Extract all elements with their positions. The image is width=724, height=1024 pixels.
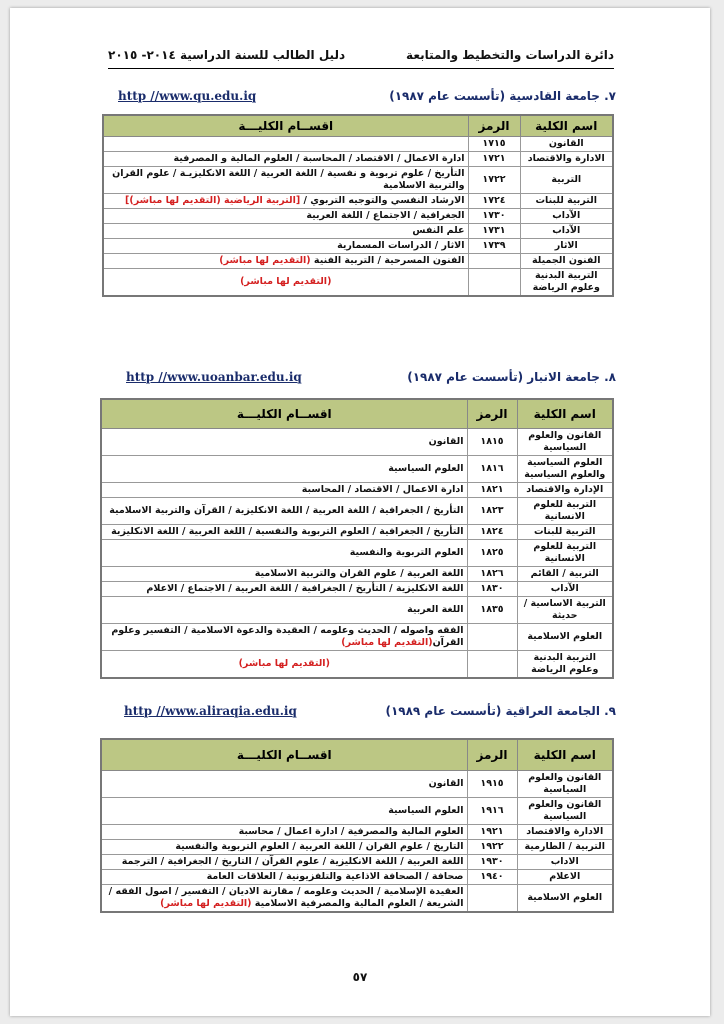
college-code: ١٨٢٤ [467,525,517,540]
departments-text: اللغة العربية / اللغة الانكليزية / علوم القرآن / التاريخ / الجغرافية / الترجمة [121,856,464,867]
college-code: ١٩٢٢ [467,840,517,855]
college-departments [101,798,467,825]
column-header-code: الرمز [467,739,517,771]
college-departments [101,624,467,651]
college-name: القانون والعلوم السياسية [517,771,613,798]
direct-admission-note: (التقديم لها مباشر) [238,658,330,669]
departments-text: علم النفس [412,225,465,236]
table-row [101,651,613,679]
university-title: ٩. الجامعة العراقية (تأسست عام ١٩٨٩) [385,704,616,718]
departments-text: ادارة الاعمال / الاقتصاد / المحاسبة / العلوم المالية و المصرفية [173,153,465,164]
college-code: ١٧٣٩ [468,239,520,254]
college-code [467,651,517,679]
college-code: ١٨١٥ [467,429,517,456]
column-header-college: اسم الكلية [517,399,613,429]
table-row [101,624,613,651]
column-header-departments: اقســام الكليـــة [101,399,467,429]
departments-text: الارشاد النفسي والتوجيه التربوي / [300,195,465,206]
departments-text: العقيدة الإسلامية / الحديث وعلومه / مقارنة الاديان / التفسير / اصول الفقه / الشريعة / العلوم المالية والمصرفية الاسلامية [108,886,464,909]
college-name: القانون [520,137,613,152]
column-header-departments: اقســام الكليـــة [101,739,467,771]
college-name: العلوم السياسية والعلوم السياسية [517,456,613,483]
college-code [467,885,517,913]
college-code: ١٨٢٦ [467,567,517,582]
college-code: ١٧٢١ [468,152,520,167]
departments-text: العلوم السياسية [388,805,464,816]
departments-text: الجغرافية / الاجتماع / اللغة العربية [306,210,465,221]
page-number: ٥٧ [352,970,368,984]
college-name: التربية للعلوم الانسانية [517,540,613,567]
table-row [101,870,613,885]
departments-text: اللغة العربية [407,604,464,615]
college-departments [101,840,467,855]
college-departments [103,224,468,239]
college-departments [101,525,467,540]
college-code [468,254,520,269]
table-header-row [103,115,613,137]
table-row [101,798,613,825]
departments-text: التاريخ / علوم القران / اللغة العربية / العلوم التربوية والنفسية [175,841,464,852]
table-row [101,597,613,624]
college-departments [103,152,468,167]
college-code: ١٩٤٠ [467,870,517,885]
column-header-departments: اقســام الكليـــة [103,115,468,137]
colleges-table [100,738,614,913]
college-name: التربية للعلوم الانسانية [517,498,613,525]
college-departments [101,771,467,798]
college-code: ١٧٣١ [468,224,520,239]
college-name: الادارة والاقتصاد [520,152,613,167]
college-code: ١٩١٥ [467,771,517,798]
college-name: الآداب [517,582,613,597]
college-departments [103,239,468,254]
table-row [103,269,613,297]
departments-text: الفنون المسرحية / التربية الفنية [310,255,465,266]
college-code: ١٩٣٠ [467,855,517,870]
table-row [101,567,613,582]
direct-admission-note: (التقديم لها مباشر) [240,276,332,287]
departments-text: الاثار / الدراسات المسمارية [337,240,465,251]
college-code: ١٧٢٢ [468,167,520,194]
colleges-table [100,398,614,679]
college-code [468,269,520,297]
table-row [103,239,613,254]
table-row [101,525,613,540]
college-name: التربية / الطارمية [517,840,613,855]
college-departments [101,825,467,840]
direct-admission-note: (التقديم لها مباشر) [341,637,433,648]
table-row [101,540,613,567]
college-name: الاعلام [517,870,613,885]
college-departments [101,582,467,597]
table-row [101,582,613,597]
college-name: التربية للبنات [520,194,613,209]
college-departments [103,209,468,224]
departments-text: القانون [428,436,464,447]
table-row [101,840,613,855]
college-code: ١٩١٦ [467,798,517,825]
departments-text: اللغة الانكليزية / التأريخ / الجغرافية / اللغة العربية / الاجتماع / الاعلام [146,583,464,594]
table-row [103,167,613,194]
college-departments [103,167,468,194]
table-row [103,209,613,224]
college-name: التربية البدنية وعلوم الرياضة [517,651,613,679]
college-departments [101,540,467,567]
college-code: ١٨٣٥ [467,597,517,624]
departments-text: العلوم المالية والمصرفية / ادارة اعمال / محاسبة [238,826,464,837]
college-departments [103,194,468,209]
college-departments [103,254,468,269]
header-department: دائرة الدراسات والتخطيط والمتابعة [406,48,614,62]
college-code: ١٨٢٣ [467,498,517,525]
college-departments [101,483,467,498]
college-name: الادارة والاقتصاد [517,825,613,840]
college-departments [101,498,467,525]
college-departments [101,855,467,870]
table-row [101,885,613,913]
college-departments [101,567,467,582]
college-departments [101,597,467,624]
college-code [467,624,517,651]
table-row [101,483,613,498]
column-header-college: اسم الكلية [517,739,613,771]
page-header [108,44,614,69]
college-code: ١٨٢٥ [467,540,517,567]
table-row [103,137,613,152]
table-header-row [101,739,613,771]
header-guide-title: دليل الطالب للسنة الدراسية ٢٠١٤- ٢٠١٥ [108,48,346,62]
college-code: ١٨٢١ [467,483,517,498]
table-row [103,152,613,167]
college-name: الإدارة والاقتصاد [517,483,613,498]
colleges-table [102,114,614,297]
departments-text: ادارة الاعمال / الاقتصاد / المحاسبة [301,484,464,495]
table-row [103,254,613,269]
direct-admission-note: (التقديم لها مباشر) [160,898,252,909]
table-row [101,456,613,483]
college-name: القانون والعلوم السياسية [517,798,613,825]
departments-text: التأريخ / الجغرافية / اللغة العربية / اللغة الانكليزية / القرآن والتربية الاسلامية [109,505,464,516]
college-name: الآداب [520,224,613,239]
college-departments [101,870,467,885]
table-row [103,194,613,209]
college-name: التربية [520,167,613,194]
departments-text: العلوم السياسية [388,463,464,474]
college-name: التربية للبنات [517,525,613,540]
college-departments [101,456,467,483]
college-code: ١٩٢١ [467,825,517,840]
college-code: ١٧١٥ [468,137,520,152]
university-website-link[interactable]: http //www.uoanbar.edu.iq [126,370,302,384]
table-header-row [101,399,613,429]
college-name: القانون والعلوم السياسية [517,429,613,456]
page [10,8,710,1016]
table-row [101,771,613,798]
departments-text: القانون [428,778,464,789]
direct-admission-note: [التربية الرياضية (التقديم لها مباشر)] [125,195,301,206]
column-header-code: الرمز [468,115,520,137]
college-name: الفنون الجميلة [520,254,613,269]
departments-text: التأريخ / علوم تربوية و نفسية / اللغة العربية / اللغة الانكليزيـة / علوم القران والتربية الاسلامية [112,168,465,191]
college-name: التربية البدنية وعلوم الرياضة [520,269,613,297]
departments-text: التأريخ / الجغرافية / العلوم التربوية والنفسية / اللغة العربية / اللغة الانكليزية [111,526,464,537]
college-code: ١٨١٦ [467,456,517,483]
departments-text: الفقه واصوله / الحديث وعلومه / العقيدة والدعوة الاسلامية / التفسير وعلوم القرآن [111,625,464,648]
college-name: الاداب [517,855,613,870]
university-title: ٧. جامعة القادسية (تأسست عام ١٩٨٧) [389,89,616,103]
departments-text: صحافة / الصحافة الاذاعية والتلفزيونية / العلاقات العامة [206,871,464,882]
college-name: العلوم الاسلامية [517,624,613,651]
departments-text: العلوم التربوية والنفسية [349,547,464,558]
table-row [101,825,613,840]
college-departments [101,429,467,456]
college-departments [101,885,467,913]
direct-admission-note: (التقديم لها مباشر) [219,255,311,266]
college-code: ١٧٣٠ [468,209,520,224]
column-header-college: اسم الكلية [520,115,613,137]
college-departments [103,137,468,152]
college-departments [101,651,467,679]
table-row [103,224,613,239]
college-name: الآداب [520,209,613,224]
college-name: التربية / القائم [517,567,613,582]
table-row [101,855,613,870]
departments-text: اللغة العربية / علوم القران والتربية الاسلامية [254,568,464,579]
college-name: العلوم الاسلامية [517,885,613,913]
college-name: الاثار [520,239,613,254]
college-code: ١٨٣٠ [467,582,517,597]
table-row [101,498,613,525]
university-title: ٨. جامعة الانبار (تأسست عام ١٩٨٧) [407,370,616,384]
college-code: ١٧٢٤ [468,194,520,209]
college-departments [103,269,468,297]
college-name: التربية الاساسية / حديثة [517,597,613,624]
column-header-code: الرمز [467,399,517,429]
table-row [101,429,613,456]
university-website-link[interactable]: http //www.qu.edu.iq [118,89,257,103]
university-website-link[interactable]: http //www.aliraqia.edu.iq [124,704,297,718]
